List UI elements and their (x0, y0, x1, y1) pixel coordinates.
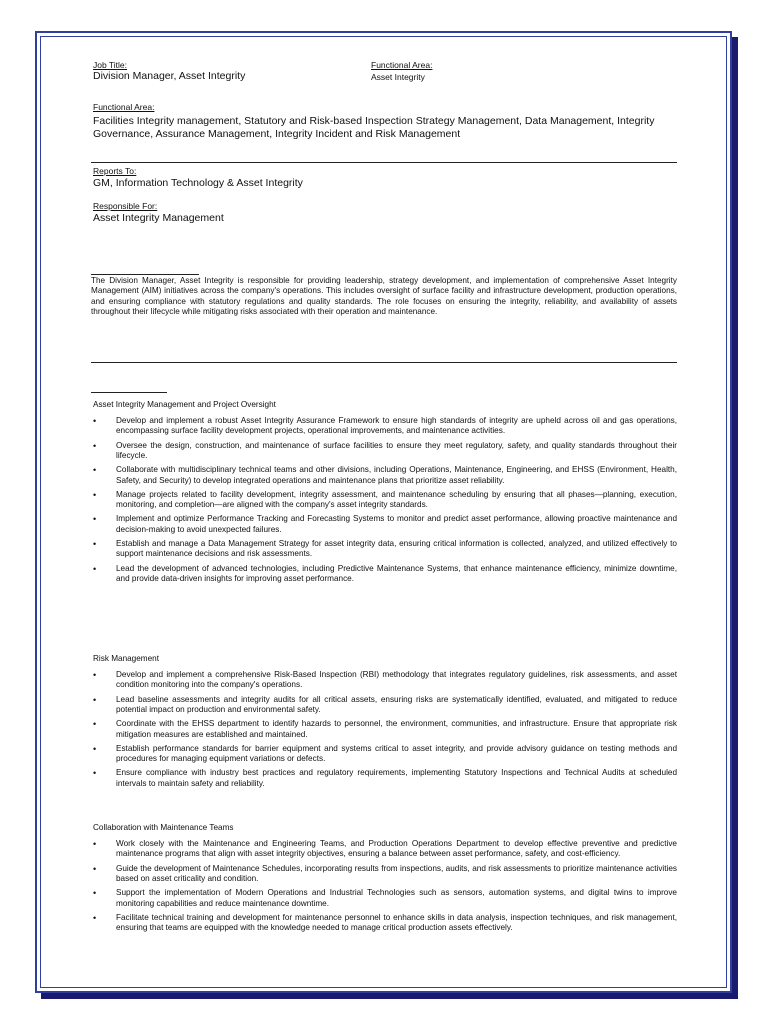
list-item: • Coordinate with the EHSS department to identify hazards to personnel, the environment, communities, and infrastructure. Ensure that appropriate risk mitigation measures are established and maintained. (91, 719, 677, 740)
list-item: • Implement and optimize Performance Tracking and Forecasting Systems to monitor and predict asset performance, allowing proactive maintenance and decision-making to avoid unexpected failures. (91, 514, 677, 535)
divider-2 (91, 362, 677, 363)
responsibilities-heading-rule (91, 392, 167, 393)
section-title-collaboration: Collaboration with Maintenance Teams (93, 823, 234, 832)
list-item: • Support the implementation of Modern Operations and Industrial Technologies such as sensors, automation systems, and digital twins to improve monitoring capabilities and reduce maintenance downtime. (91, 888, 677, 909)
list-item: • Establish performance standards for barrier equipment and systems critical to asset integrity, and provide advisory guidance on testing methods and procedures for managing equipment variations or defects. (91, 744, 677, 765)
summary-paragraph: The Division Manager, Asset Integrity is responsible for providing leadership, strategy development, and implementation of comprehensive Asset Integrity Management (AIM) initiatives across the company's operations. This includes oversight of surface facility and infrastructure development, production operations, and ensuring compliance with statutory regulations and quality standards. The role focuses on ensuring the integrity, reliability, and availability of assets throughout their lifecycle while mitigating risks associated with their operation and maintenance. (91, 276, 677, 317)
list-item: • Oversee the design, construction, and maintenance of surface facilities to ensure they meet regulatory, safety, and quality standards throughout their lifecycle. (91, 441, 677, 462)
functional-area-right-label: Functional Area: (371, 60, 433, 70)
section-title-asset-integrity: Asset Integrity Management and Project Oversight (93, 400, 276, 409)
risk-management-list (91, 670, 677, 793)
collaboration-list (91, 839, 677, 937)
list-item: • Develop and implement a robust Asset Integrity Assurance Framework to ensure high standards of integrity are upheld across oil and gas operations, encompassing surface facility development projects, operational improvements, and maintenance activities. (91, 416, 677, 437)
reports-to-label: Reports To: (93, 166, 137, 176)
asset-integrity-list (91, 416, 677, 588)
functional-area-value: Facilities Integrity management, Statutory and Risk-based Inspection Strategy Management, Data Management, Integrity Governance, Assurance Management, Integrity Incident and Risk Management (93, 115, 655, 140)
list-item: • Develop and implement a comprehensive Risk-Based Inspection (RBI) methodology that integrates regulatory guidelines, risk assessments, and asset condition monitoring into the company's operations. (91, 670, 677, 691)
section-title-risk-management: Risk Management (93, 654, 159, 663)
list-item: • Lead baseline assessments and integrity audits for all critical assets, ensuring risks are systematically identified, evaluated, and mitigated to reduce potential impact on production and environmental safety. (91, 695, 677, 716)
job-title-value: Division Manager, Asset Integrity (93, 70, 246, 82)
reports-to-value: GM, Information Technology & Asset Integrity (93, 177, 303, 189)
list-item: • Ensure compliance with industry best practices and regulatory requirements, implementing Statutory Inspections and Technical Audits at scheduled intervals to maintain safety and reliability. (91, 768, 677, 789)
list-item: • Collaborate with multidisciplinary technical teams and other divisions, including Operations, Maintenance, Engineering, and EHSS (Environment, Health, Safety, and Security) to develop integrated operations and maintenance plans that prioritize asset reliability. (91, 465, 677, 486)
list-item: • Lead the development of advanced technologies, including Predictive Maintenance Systems, that enhance maintenance efficiency, minimize downtime, and provide data-driven insights for improving asset performance. (91, 564, 677, 585)
summary-heading-rule (91, 274, 199, 275)
responsible-for-value: Asset Integrity Management (93, 212, 224, 224)
divider-1 (91, 162, 677, 163)
list-item: • Facilitate technical training and development for maintenance personnel to enhance skills in data analysis, inspection techniques, and risk management, ensuring that teams are equipped with the knowledge needed to manage critical production assets effectively. (91, 913, 677, 934)
responsible-for-label: Responsible For: (93, 201, 158, 211)
functional-area-label: Functional Area: (93, 102, 155, 112)
job-title-label: Job Title: (93, 60, 128, 70)
list-item: • Work closely with the Maintenance and Engineering Teams, and Production Operations Department to develop effective preventive and predictive maintenance programs that align with asset integrity objectives, ensuring a balance between asset performance, safety, and cost-efficiency. (91, 839, 677, 860)
list-item: • Establish and manage a Data Management Strategy for asset integrity data, ensuring critical information is collected, analyzed, and utilized effectively to support maintenance decisions and risk assessments. (91, 539, 677, 560)
list-item: • Manage projects related to facility development, integrity assessment, and maintenance scheduling by ensuring that all phases—planning, execution, monitoring, and completion—are aligned with the company's asset integrity standards. (91, 490, 677, 511)
functional-area-right-value: Asset Integrity (371, 72, 425, 82)
list-item: • Guide the development of Maintenance Schedules, incorporating results from inspections, audits, and risk assessments to prioritize maintenance activities based on asset criticality and condition. (91, 864, 677, 885)
